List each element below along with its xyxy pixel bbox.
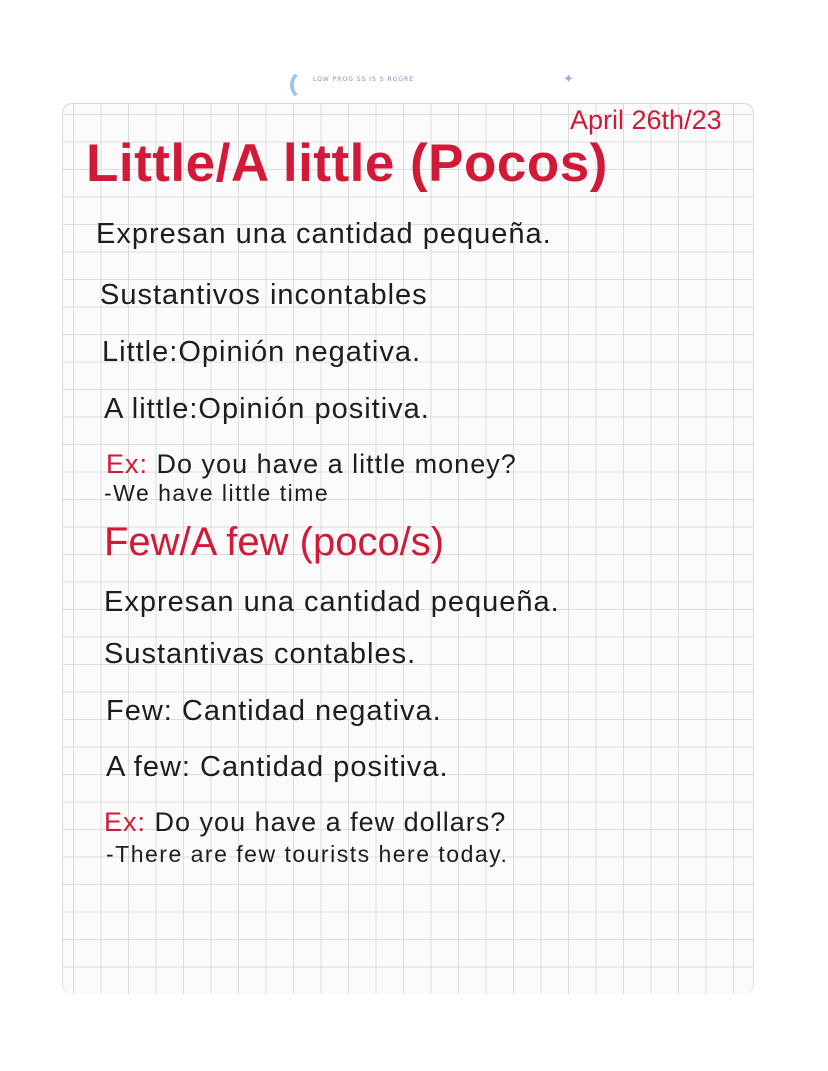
section1-example-1: Do you have a little money? xyxy=(156,449,517,479)
section1-line-4: A little:Opinión positiva. xyxy=(104,393,430,425)
star-icon: ✦ xyxy=(563,72,574,87)
section2-example-2: -There are few tourists here today. xyxy=(106,841,509,867)
section2-title: Few/A few (poco/s) xyxy=(104,520,445,564)
section1-title: Little/A little (Pocos) xyxy=(86,134,608,193)
section2-example-1: Do you have a few dollars? xyxy=(154,807,507,837)
section1-example-row xyxy=(106,451,517,478)
arc-decoration-icon xyxy=(290,70,318,100)
section1-line-2: Sustantivos incontables xyxy=(100,279,428,311)
section1-example-2: -We have little time xyxy=(104,480,330,506)
date-label: April 26th/23 xyxy=(570,105,722,135)
section2-line-4: A few: Cantidad positiva. xyxy=(106,751,449,783)
section2-line-1: Expresan una cantidad pequeña. xyxy=(104,586,560,618)
section1-example-label: Ex: xyxy=(106,449,149,479)
section1-line-3: Little:Opinión negativa. xyxy=(102,336,422,368)
section2-line-2: Sustantivas contables. xyxy=(104,638,417,670)
washi-sticker xyxy=(285,68,510,100)
section2-example-row xyxy=(104,809,506,836)
section2-example-label: Ex: xyxy=(104,807,147,837)
section1-line-1: Expresan una cantidad pequeña. xyxy=(96,218,552,250)
sticker-text: LOW PROG SS IS S ROGRE xyxy=(313,76,414,83)
section2-line-3: Few: Cantidad negativa. xyxy=(106,695,442,727)
